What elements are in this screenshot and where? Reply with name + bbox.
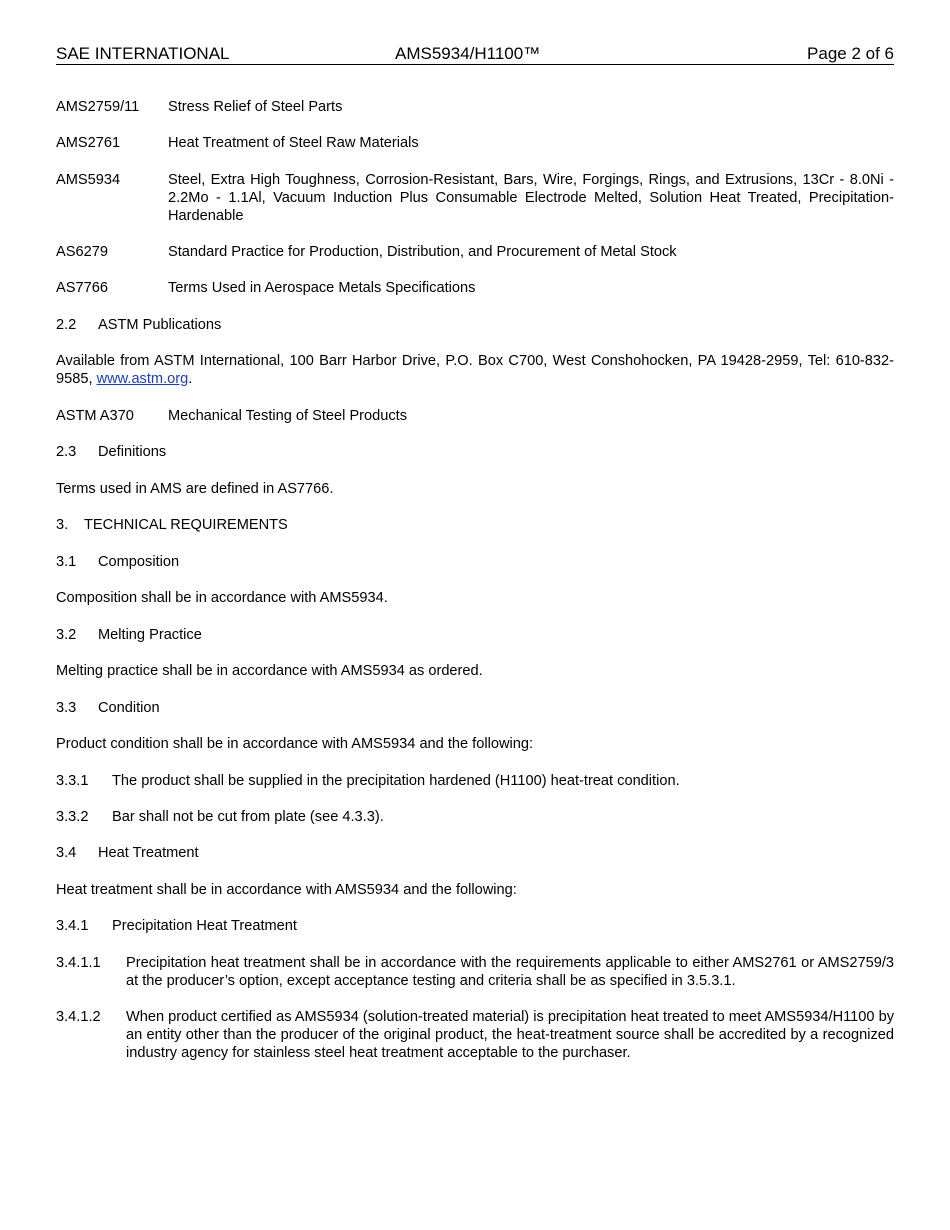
page-header bbox=[56, 44, 894, 65]
reference-code: AS6279 bbox=[56, 244, 108, 260]
reference-entry bbox=[56, 407, 894, 425]
subsection-item bbox=[56, 954, 894, 990]
reference-title: Terms Used in Aerospace Metals Specifications bbox=[168, 280, 476, 296]
reference-title: Standard Practice for Production, Distribution, and Procurement of Metal Stock bbox=[168, 244, 677, 260]
section-number: 3.2 bbox=[56, 627, 77, 643]
document-id: AMS5934/H1100™ bbox=[395, 44, 541, 63]
subsection-number: 3.3.1 bbox=[56, 773, 89, 789]
section-heading bbox=[56, 316, 894, 334]
subsection-text: When product certified as AMS5934 (solution-treated material) is precipitation heat treated to meet AMS5934/H1100 by an entity other than the producer of the original product, the heat-treatment source shall be accredited by a recognized industry agency for stainless steel heat treatment acceptable to the purchaser. bbox=[126, 1009, 894, 1061]
section-title: Composition bbox=[98, 554, 180, 570]
section-heading bbox=[56, 844, 894, 862]
subsection-item bbox=[56, 1008, 894, 1062]
section-number: 3.1 bbox=[56, 554, 77, 570]
reference-code: AMS2759/11 bbox=[56, 99, 140, 115]
paragraph: Composition shall be in accordance with AMS5934. bbox=[56, 590, 388, 606]
paragraph: Melting practice shall be in accordance with AMS5934 as ordered. bbox=[56, 663, 483, 679]
reference-title: Heat Treatment of Steel Raw Materials bbox=[168, 135, 419, 151]
reference-code: AMS5934 bbox=[56, 172, 121, 188]
availability-end: . bbox=[188, 371, 193, 387]
section-title: ASTM Publications bbox=[98, 317, 222, 333]
subsection-number: 3.4.1.1 bbox=[56, 955, 101, 971]
reference-code: AMS2761 bbox=[56, 135, 121, 151]
reference-title: Stress Relief of Steel Parts bbox=[168, 99, 343, 115]
subsection-number: 3.4.1.2 bbox=[56, 1009, 101, 1025]
subsection-text: Bar shall not be cut from plate (see 4.3.3). bbox=[112, 809, 384, 825]
subsection-item bbox=[56, 808, 894, 826]
section-heading bbox=[56, 443, 894, 461]
section-number: 3.4 bbox=[56, 845, 77, 861]
section-title: Heat Treatment bbox=[98, 845, 199, 861]
subsection-text: Precipitation heat treatment shall be in accordance with the requirements applicable to either AMS2761 or AMS2759/3 at the producer’s option, except acceptance testing and criteria shall be as specified in 3.5.3.1. bbox=[126, 955, 894, 989]
section-heading bbox=[56, 553, 894, 571]
subsection-item bbox=[56, 772, 894, 790]
section-number: 2.2 bbox=[56, 317, 77, 333]
reference-code: ASTM A370 bbox=[56, 408, 134, 424]
reference-entry bbox=[56, 134, 894, 152]
subsection-number: 3.3.2 bbox=[56, 809, 89, 825]
section-number: 3. bbox=[56, 517, 69, 533]
availability-text: Available from ASTM International, 100 Barr Harbor Drive, P.O. Box C700, West Conshohocken, PA 19428-2959, Tel: 610-832-9585, bbox=[56, 353, 894, 387]
page-number: Page 2 of 6 bbox=[807, 44, 894, 63]
subsection-number: 3.4.1 bbox=[56, 918, 89, 934]
org-name: SAE INTERNATIONAL bbox=[56, 44, 230, 63]
section-number: 2.3 bbox=[56, 444, 77, 460]
section-title: Definitions bbox=[98, 444, 167, 460]
subsection-heading bbox=[56, 917, 894, 935]
reference-entry bbox=[56, 171, 894, 225]
reference-title: Mechanical Testing of Steel Products bbox=[168, 408, 408, 424]
reference-code: AS7766 bbox=[56, 280, 108, 296]
section-title: TECHNICAL REQUIREMENTS bbox=[84, 517, 288, 533]
reference-entry bbox=[56, 98, 894, 116]
section-heading bbox=[56, 626, 894, 644]
subsection-title: Precipitation Heat Treatment bbox=[112, 918, 297, 934]
reference-entry bbox=[56, 279, 894, 297]
section-number: 3.3 bbox=[56, 700, 77, 716]
paragraph: Terms used in AMS are defined in AS7766. bbox=[56, 481, 334, 497]
section-heading bbox=[56, 699, 894, 717]
reference-entry bbox=[56, 243, 894, 261]
reference-title: Steel, Extra High Toughness, Corrosion-Resistant, Bars, Wire, Forgings, Rings, and Extrusions, 13Cr - 8.0Ni - 2.2Mo - 1.1Al, Vacuum Induction Plus Consumable Electrode Melted, Solution Heat Treated, Precipitation-Hardenable bbox=[168, 172, 894, 224]
paragraph: Product condition shall be in accordance with AMS5934 and the following: bbox=[56, 736, 534, 752]
section-title: Condition bbox=[98, 700, 160, 716]
section-title: Melting Practice bbox=[98, 627, 202, 643]
section-heading bbox=[56, 516, 894, 534]
subsection-text: The product shall be supplied in the precipitation hardened (H1100) heat-treat condition. bbox=[112, 773, 680, 789]
paragraph: Heat treatment shall be in accordance with AMS5934 and the following: bbox=[56, 882, 517, 898]
astm-link[interactable]: www.astm.org bbox=[96, 371, 189, 387]
availability-paragraph bbox=[56, 352, 894, 388]
